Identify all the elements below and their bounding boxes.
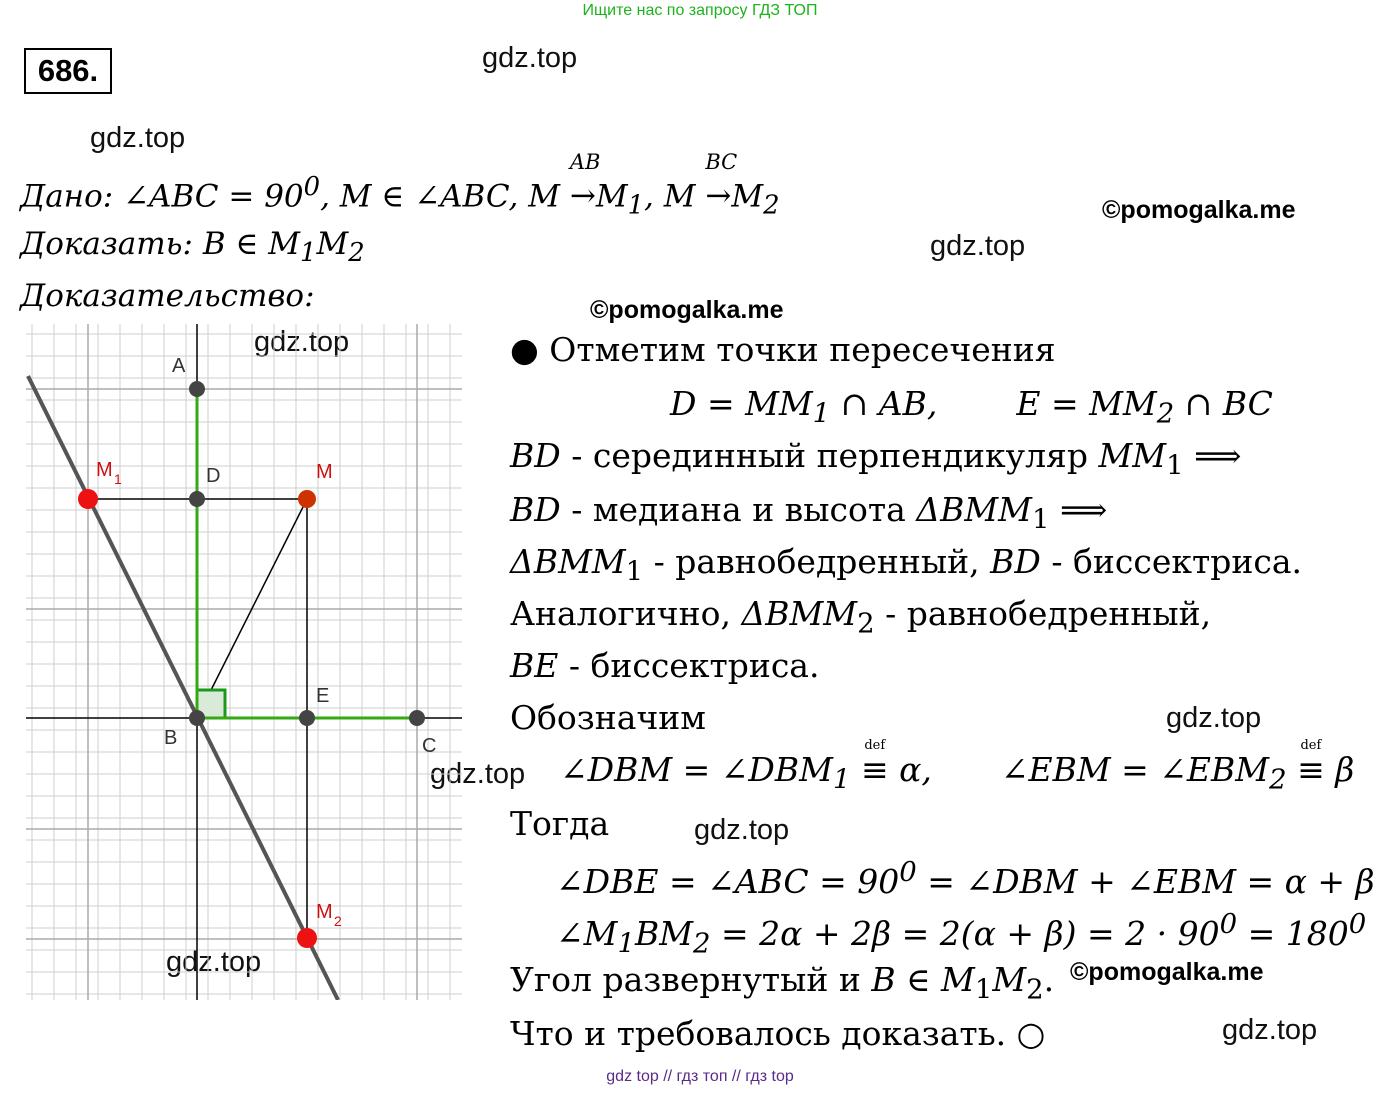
proof-line-14: Что и требовалось доказать. ○: [510, 1014, 1046, 1053]
point-label-c: C: [422, 735, 437, 757]
point-label-m2-sub: 2: [334, 913, 342, 929]
footer-links[interactable]: gdz top // гдз топ // гдз top: [606, 1068, 794, 1085]
prove-line: Доказать: B ∈ $M_1M_2$: [20, 226, 365, 269]
point-label-m: M: [316, 461, 333, 483]
point-label-m2: M: [316, 901, 333, 923]
proof-line-12: $\angle M_1BM_2 = 2\alpha + 2\beta = 2(\alpha + \beta) = 2 \cdot 90^0 = 180^0$: [556, 908, 1367, 960]
watermark-gdz: gdz.top: [90, 122, 186, 154]
point-label-d: D: [206, 465, 221, 487]
proof-line-4: BD - медиана и высота $\Delta BMM_1$ ⟹: [510, 490, 1108, 536]
given-line: Дано: ∠ABC = $90^0$, M ∈ ∠ABC, M AB $\to M_1$, M BC $\to M_2$: [20, 150, 780, 221]
proof-heading: Доказательство:: [20, 278, 315, 314]
proof-line-3: BD - серединный перпендикуляр $MM_1$ ⟹: [510, 436, 1242, 482]
proof-line-10: Тогда: [510, 804, 610, 843]
proof-line-5: $\Delta BMM_1$ - равнобедренный, BD - биссектриса.: [510, 542, 1302, 588]
watermark-gdz: gdz.top: [166, 946, 262, 978]
watermark-gdz: gdz.top: [694, 814, 790, 846]
problem-number: 686.: [24, 48, 112, 94]
proof-line-8: Обозначим: [510, 698, 706, 737]
proof-line-13: Угол развернутый и B ∈ $M_1M_2$.: [510, 960, 1055, 1006]
watermark-gdz: gdz.top: [482, 42, 578, 74]
watermark-gdz: gdz.top: [254, 326, 350, 358]
proof-line-7: BE - биссектриса.: [510, 646, 820, 685]
proof-line-6: Аналогично, $\Delta BMM_2$ - равнобедренный,: [510, 594, 1212, 640]
watermark-gdz: gdz.top: [930, 230, 1026, 262]
geometry-figure: [26, 324, 462, 1000]
watermark-pomogalka: ©pomogalka.me: [590, 296, 784, 324]
proof-line-11: ∠DBE = ∠ABC = $90^0$ = ∠DBM + ∠EBM = α + β: [556, 856, 1375, 901]
proof-line-2: $D = MM_1$ ∩ AB, $E = MM_2$ ∩ BC: [670, 384, 1273, 430]
proof-line-1: ● Отметим точки пересечения: [510, 330, 1056, 369]
point-label-e: E: [316, 685, 330, 707]
point-label-a: A: [172, 355, 186, 377]
watermark-gdz: gdz.top: [1166, 702, 1262, 734]
watermark-gdz: gdz.top: [430, 758, 526, 790]
point-label-m1: M: [96, 459, 113, 481]
top-banner: Ищите нас по запросу ГДЗ ТОП: [582, 2, 818, 19]
watermark-pomogalka: ©pomogalka.me: [1102, 196, 1296, 224]
watermark-gdz: gdz.top: [1222, 1014, 1318, 1046]
proof-line-9: ∠DBM = $\angle DBM_1$ def ≡ α, ∠EBM = $\angle EBM_2$ def ≡ β: [560, 738, 1355, 796]
point-label-b: B: [164, 727, 178, 749]
watermark-pomogalka: ©pomogalka.me: [1070, 958, 1264, 986]
point-label-m1-sub: 1: [114, 471, 122, 487]
